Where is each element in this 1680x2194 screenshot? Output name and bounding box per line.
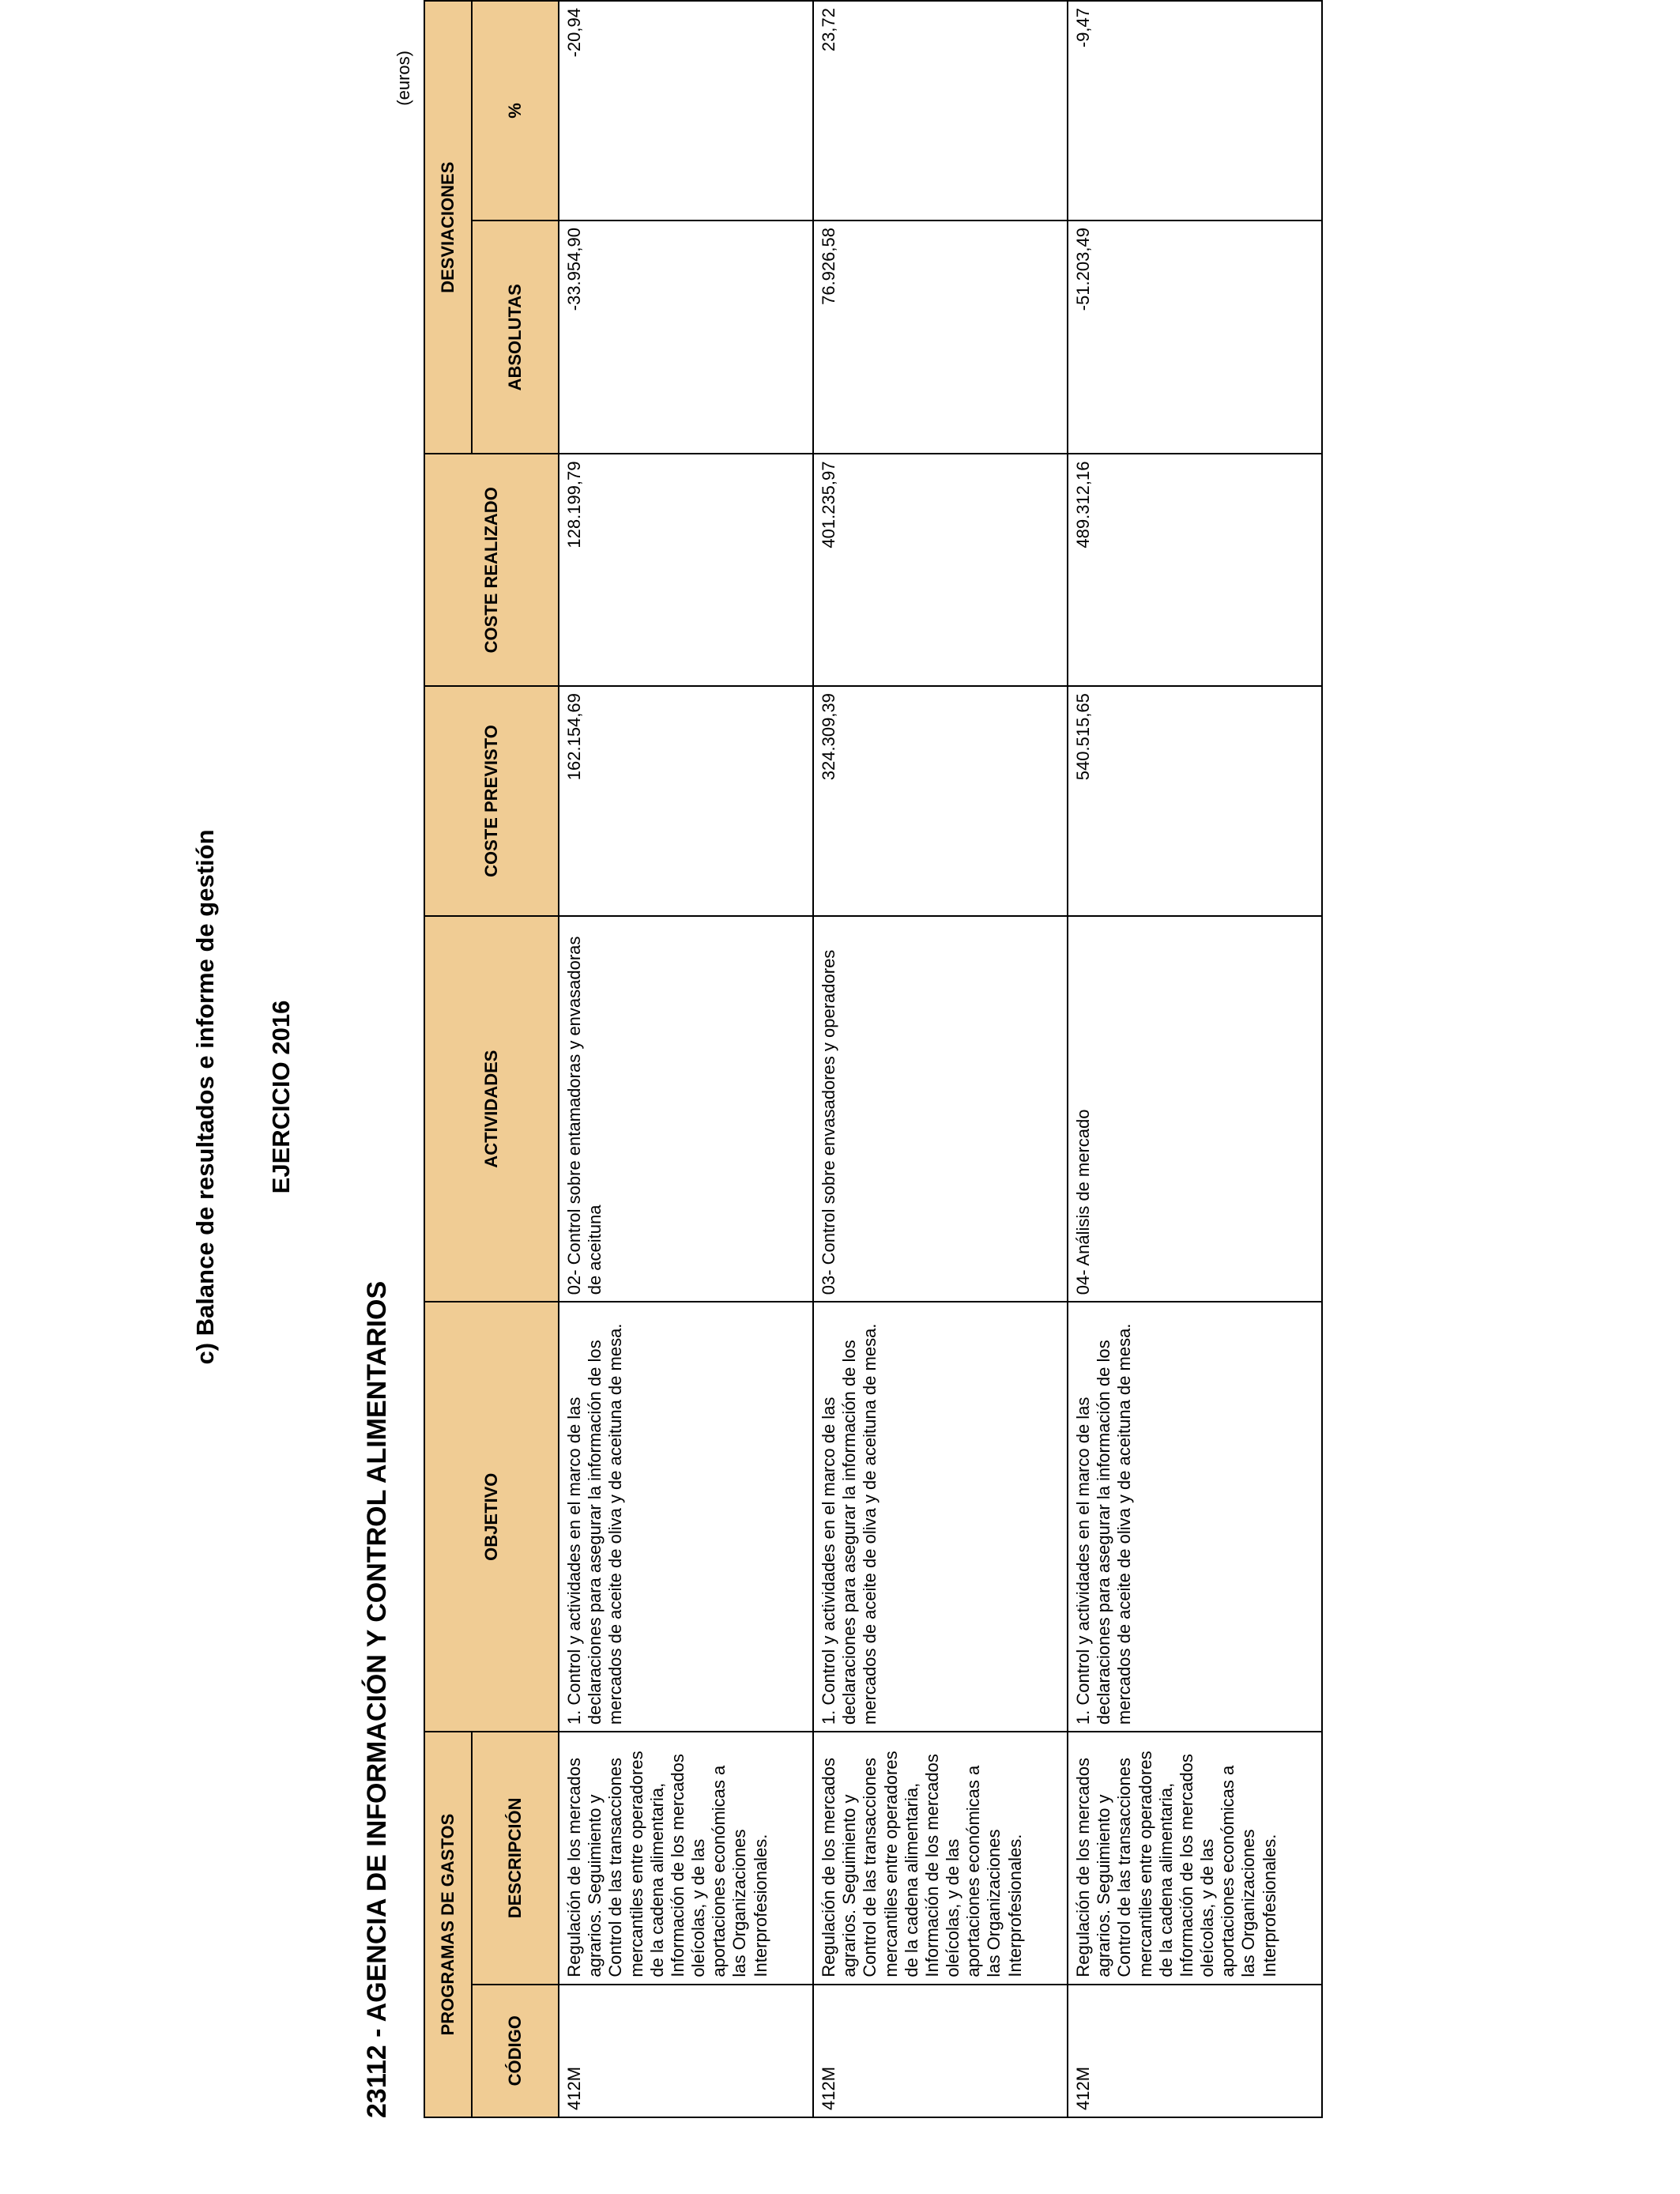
cell-coste-realizado: 401.235,97 xyxy=(813,454,1068,687)
header-porcentaje: % xyxy=(472,1,559,221)
cell-objetivo: 1. Control y actividades en el marco de las declaraciones para asegurar la información de los mercados de aceite de oliva y de aceituna de mesa. xyxy=(813,1302,1068,1732)
cell-porcentaje: -20,94 xyxy=(559,1,813,221)
cell-codigo: 412M xyxy=(559,1985,813,2117)
cell-coste-previsto: 540.515,65 xyxy=(1068,686,1322,916)
cell-actividades: 04- Análisis de mercado xyxy=(1068,916,1322,1302)
cell-descripcion: Regulación de los mercados agrarios. Seguimiento y Control de las transacciones mercantiles entre operadores de la cadena alimentaria, Información de los mercados oleícolas, y de las aportaciones económicas a las Organizaciones Interprofesionales. xyxy=(1068,1732,1322,1984)
cell-coste-realizado: 128.199,79 xyxy=(559,454,813,687)
header-coste-realizado: COSTE REALIZADO xyxy=(424,454,559,687)
cell-objetivo: 1. Control y actividades en el marco de las declaraciones para asegurar la información de los mercados de aceite de oliva y de aceituna de mesa. xyxy=(559,1302,813,1732)
header-objetivo: OBJETIVO xyxy=(424,1302,559,1732)
cell-objetivo: 1. Control y actividades en el marco de las declaraciones para asegurar la información de los mercados de aceite de oliva y de aceituna de mesa. xyxy=(1068,1302,1322,1732)
table-row xyxy=(559,1,813,2117)
agency-title: 23112 - AGENCIA DE INFORMACIÓN Y CONTROL ALIMENTARIOS xyxy=(362,1280,392,2118)
cell-coste-realizado: 489.312,16 xyxy=(1068,454,1322,687)
group-header-programas: PROGRAMAS DE GASTOS xyxy=(424,1732,472,2117)
cell-descripcion: Regulación de los mercados agrarios. Seguimiento y Control de las transacciones mercantiles entre operadores de la cadena alimentaria, Información de los mercados oleícolas, y de las aportaciones económicas a las Organizaciones Interprofesionales. xyxy=(813,1732,1068,1984)
cell-porcentaje: 23,72 xyxy=(813,1,1068,221)
header-absolutas: ABSOLUTAS xyxy=(472,221,559,454)
cell-actividades: 03- Control sobre envasadores y operadores xyxy=(813,916,1068,1302)
header-actividades: ACTIVIDADES xyxy=(424,916,559,1302)
units-label: (euros) xyxy=(394,51,413,106)
cell-absolutas: 76.926,58 xyxy=(813,221,1068,454)
section-title: c) Balance de resultados e informe de gestión xyxy=(191,829,219,1365)
header-descripcion: DESCRIPCIÓN xyxy=(472,1732,559,1984)
header-codigo: CÓDIGO xyxy=(472,1985,559,2117)
cell-absolutas: -51.203,49 xyxy=(1068,221,1322,454)
cell-codigo: 412M xyxy=(1068,1985,1322,2117)
group-header-desviaciones: DESVIACIONES xyxy=(424,1,472,454)
table-row xyxy=(1068,1,1322,2117)
cell-actividades: 02- Control sobre entamadoras y envasadoras de aceituna xyxy=(559,916,813,1302)
cell-coste-previsto: 324.309,39 xyxy=(813,686,1068,916)
cell-porcentaje: -9,47 xyxy=(1068,1,1322,221)
header-coste-previsto: COSTE PREVISTO xyxy=(424,686,559,916)
cell-coste-previsto: 162.154,69 xyxy=(559,686,813,916)
table-row xyxy=(813,1,1068,2117)
cell-codigo: 412M xyxy=(813,1985,1068,2117)
balance-table xyxy=(424,0,1323,2118)
cell-absolutas: -33.954,90 xyxy=(559,221,813,454)
cell-descripcion: Regulación de los mercados agrarios. Seguimiento y Control de las transacciones mercantiles entre operadores de la cadena alimentaria, Información de los mercados oleícolas, y de las aportaciones económicas a las Organizaciones Interprofesionales. xyxy=(559,1732,813,1984)
year-title: EJERCICIO 2016 xyxy=(267,1000,295,1194)
